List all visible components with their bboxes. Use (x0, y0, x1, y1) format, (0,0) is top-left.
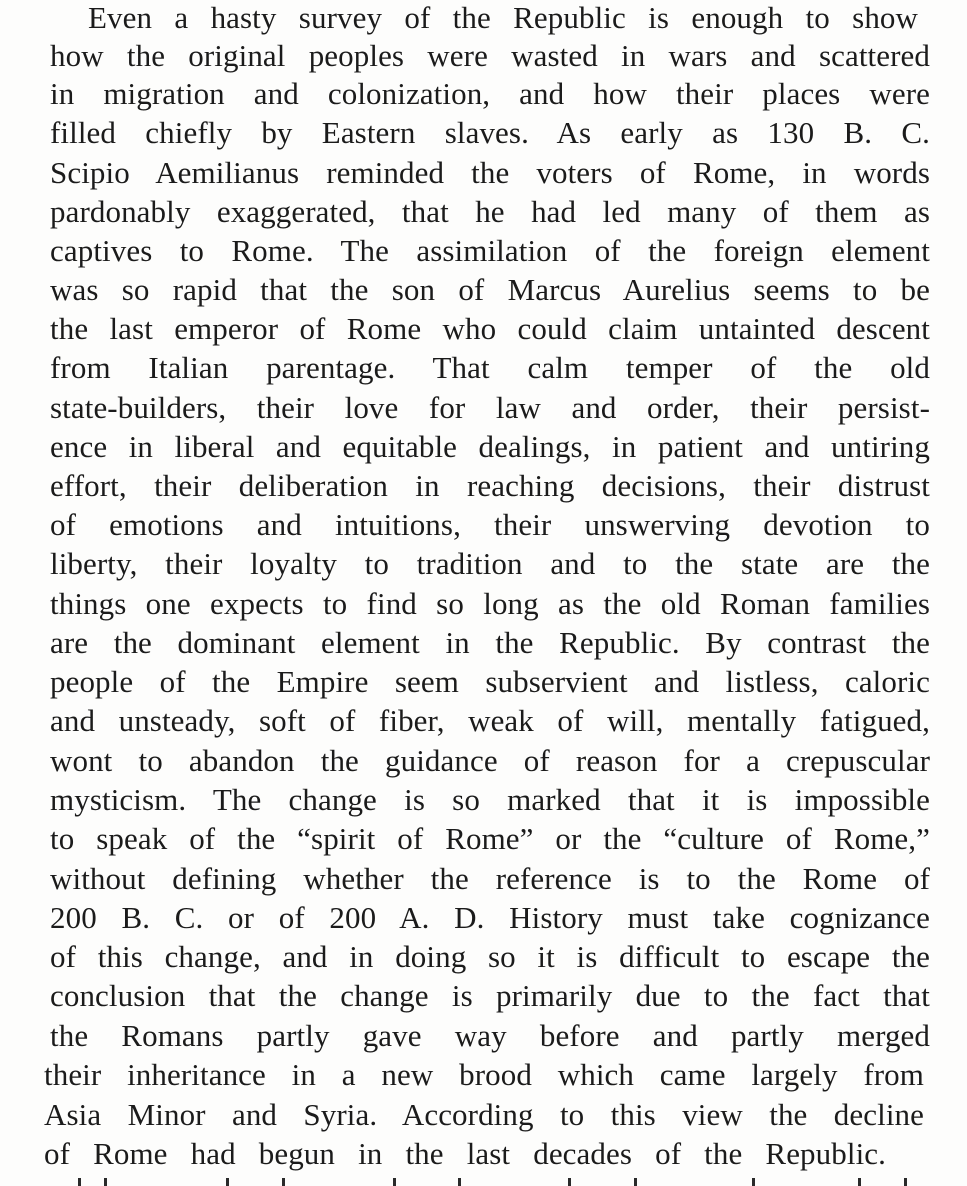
text-line: of emotions and intuitions, their unswerving devotion to (50, 507, 930, 542)
text-line: was so rapid that the son of Marcus Aurelius seems to be (50, 272, 930, 307)
text-line: Asia Minor and Syria. According to this view the decline (44, 1097, 924, 1132)
text-line: Scipio Aemilianus reminded the voters of Rome, in words (50, 155, 930, 190)
text-line: wont to abandon the guidance of reason for a crepuscular (50, 743, 930, 778)
text-line: ence in liberal and equitable dealings, in patient and untiring (50, 429, 930, 464)
text-line: things one expects to find so long as the old Roman families (50, 586, 930, 621)
text-line: are the dominant element in the Republic. By contrast the (50, 625, 930, 660)
text-line: from Italian parentage. That calm temper of the old (50, 350, 930, 385)
text-line: the Romans partly gave way before and partly merged (50, 1018, 930, 1053)
text-line: the last emperor of Rome who could claim untainted descent (50, 311, 930, 346)
text-line: without defining whether the reference is to the Rome of (50, 861, 930, 896)
text-line: how the original peoples were wasted in wars and scattered (50, 38, 930, 73)
text-line: liberty, their loyalty to tradition and to the state are the (50, 546, 930, 581)
text-line: conclusion that the change is primarily due to the fact that (50, 978, 930, 1013)
text-line: of Rome had begun in the last decades of the Republic. (44, 1136, 886, 1171)
text-line: their inheritance in a new brood which came largely from (44, 1057, 924, 1092)
text-line: captives to Rome. The assimilation of the foreign element (50, 233, 930, 268)
text-line: Even a hasty survey of the Republic is enough to show (88, 0, 918, 35)
text-line: 200 B. C. or of 200 A. D. History must take cognizance (50, 900, 930, 935)
text-line: effort, their deliberation in reaching decisions, their distrust (50, 468, 930, 503)
text-line: and unsteady, soft of fiber, weak of will, mentally fatigued, (50, 703, 930, 738)
text-line: state-builders, their love for law and order, their persist- (50, 390, 930, 425)
text-line: mysticism. The change is so marked that it is impossible (50, 782, 930, 817)
text-line: to speak of the “spirit of Rome” or the “culture of Rome,” (50, 821, 930, 856)
text-line: people of the Empire seem subservient and listless, caloric (50, 664, 930, 699)
text-line: pardonably exaggerated, that he had led many of them as (50, 194, 930, 229)
text-line: of this change, and in doing so it is difficult to escape the (50, 939, 930, 974)
text-line: in migration and colonization, and how their places were (50, 76, 930, 111)
cropped-next-line (46, 1176, 926, 1186)
text-line: filled chiefly by Eastern slaves. As early as 130 B. C. (50, 115, 930, 150)
